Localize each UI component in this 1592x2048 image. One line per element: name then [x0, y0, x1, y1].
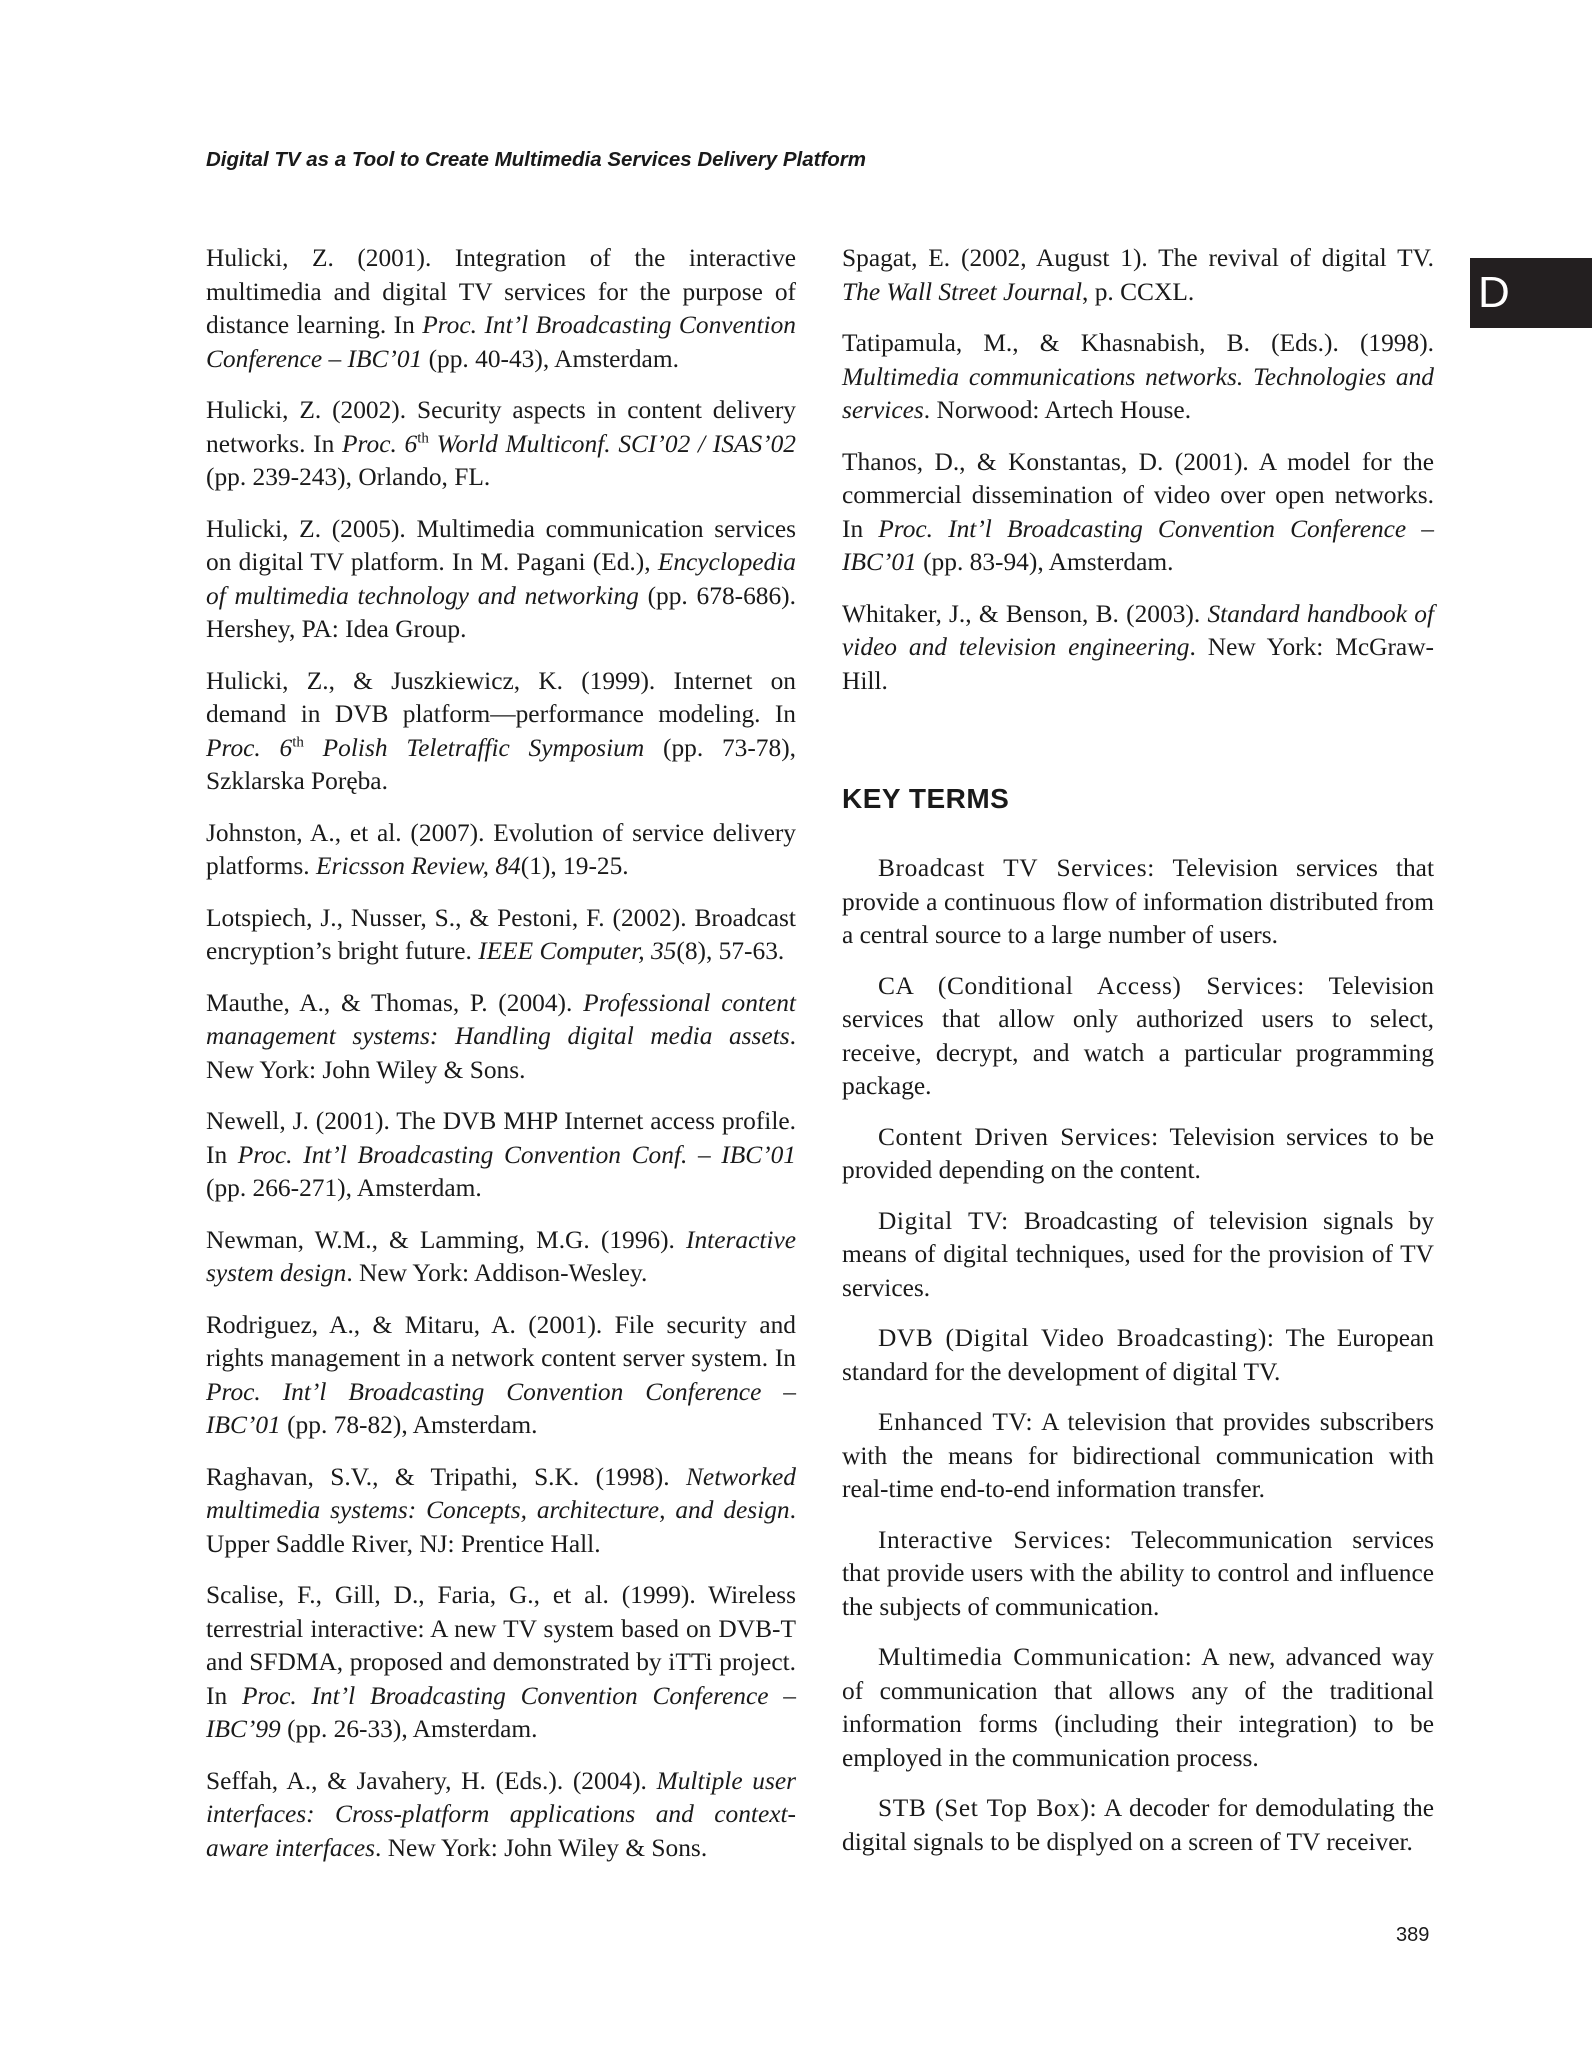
ref-text: Raghavan, S.V., & Tripathi, S.K. (1998).	[206, 1462, 686, 1491]
ref-italic: Polish Teletraffic Symposium	[303, 733, 645, 762]
ref-text: Spagat, E. (2002, August 1). The revival of digital TV.	[842, 244, 1434, 272]
key-term-definition: Television services that provide a continuous flow of information distributed from a central source to a large number of users.	[842, 854, 1435, 949]
key-term-name: Digital TV:	[878, 1206, 1009, 1235]
ref-italic: Encyclopedia of multimedia technology and networking	[206, 548, 796, 610]
ref-text-tail: (pp. 239-243), Orlando, FL.	[206, 463, 491, 491]
key-term-definition: Broadcasting of television signals by means of digital techniques, used for the provision of TV services.	[842, 1206, 1434, 1302]
ref-italic: Ericsson Review, 84	[316, 852, 521, 880]
ref-text: Newell, J. (2001). The DVB MHP Internet access profile. In	[206, 1107, 796, 1169]
key-term-entry	[842, 970, 1434, 1104]
ref-italic: Interactive system design	[206, 1225, 796, 1287]
section-tab: D	[1470, 258, 1592, 328]
reference-entry	[842, 327, 1434, 428]
key-term-entry	[842, 1524, 1434, 1625]
ref-text: Scalise, F., Gill, D., Faria, G., et al. (1999). Wireless terrestrial interactive: A new TV system based on DVB-T and SFDMA, proposed and demonstrated by iTTi project. In	[206, 1581, 796, 1710]
ref-text-tail: . New York: John Wiley & Sons.	[375, 1833, 708, 1862]
ref-italic: Professional content management systems: Handling digital media assets	[206, 988, 796, 1050]
ref-italic: Networked multimedia systems: Concepts, architecture, and design	[206, 1462, 796, 1524]
ref-text: Mauthe, A., & Thomas, P. (2004).	[206, 988, 584, 1017]
reference-entry	[206, 1765, 796, 1866]
ref-text: Newman, W.M., & Lamming, M.G. (1996).	[206, 1225, 687, 1254]
ref-text-tail: (pp. 73-78), Szklarska Poręba.	[206, 733, 796, 795]
key-terms-list	[842, 852, 1434, 1876]
key-term-name: Broadcast TV Services:	[878, 854, 1155, 882]
reference-entry	[206, 1309, 796, 1443]
key-term-definition: The European standard for the development of digital TV.	[842, 1324, 1434, 1386]
reference-entry	[206, 1579, 796, 1747]
ref-text-tail: . Upper Saddle River, NJ: Prentice Hall.	[206, 1496, 796, 1558]
ref-superscript: th	[417, 430, 429, 447]
ref-italic: Proc. Int’l Broadcasting Convention Conference – IBC’01	[842, 514, 1434, 576]
ref-text: Thanos, D., & Konstantas, D. (2001). A model for the commercial dissemination of video over open networks. In	[842, 447, 1434, 543]
ref-text: Hulicki, Z., & Juszkiewicz, K. (1999). Internet on demand in DVB platform—performance modeling. In	[206, 666, 796, 728]
key-term-name: DVB (Digital Video Broadcasting):	[878, 1324, 1275, 1352]
ref-italic: Multiple user interfaces: Cross-platform applications and context-aware interfaces	[206, 1766, 796, 1862]
page-number: 389	[1396, 1924, 1430, 1946]
key-term-name: CA (Conditional Access) Services:	[878, 971, 1305, 1000]
key-term-name: Multimedia Communication:	[878, 1643, 1193, 1671]
ref-text-tail: . Norwood: Artech House.	[923, 396, 1192, 424]
reference-entry	[206, 1105, 796, 1206]
left-reference-list	[206, 242, 796, 1865]
ref-italic: IEEE Computer, 35	[478, 937, 677, 965]
reference-entry	[842, 598, 1434, 699]
ref-text-tail: (pp. 78-82), Amsterdam.	[280, 1411, 538, 1439]
ref-italic: Standard handbook of video and television engineering	[842, 599, 1435, 661]
reference-entry	[206, 242, 796, 376]
ref-text-tail: (pp. 678-686). Hershey, PA: Idea Group.	[206, 581, 796, 643]
ref-text: Seffah, A., & Javahery, H. (Eds.). (2004).	[206, 1766, 657, 1795]
reference-entry	[206, 394, 796, 495]
reference-entry	[206, 902, 796, 969]
ref-text-tail: . New York: Addison-Wesley.	[346, 1259, 648, 1287]
key-term-definition: Telecommunication services that provide users with the ability to control and influence the subjects of communication.	[842, 1525, 1435, 1621]
ref-italic-pre-sup: Proc. 6	[342, 429, 418, 458]
references-right-column	[842, 242, 1434, 716]
reference-entry	[842, 242, 1434, 309]
ref-text-tail: . New York: McGraw-Hill.	[842, 633, 1434, 695]
reference-entry	[206, 1224, 796, 1291]
ref-italic: The Wall Street Journal	[842, 277, 1083, 306]
key-term-name: Interactive Services:	[878, 1525, 1112, 1554]
ref-text-tail: (pp. 40-43), Amsterdam.	[422, 344, 679, 373]
key-term-definition: Television services that allow only authorized users to select, receive, decrypt, and watch a particular programming package.	[842, 971, 1434, 1100]
right-reference-list	[842, 242, 1434, 698]
ref-italic: World Multiconf. SCI’02 / ISAS’02	[428, 429, 796, 458]
running-head: Digital TV as a Tool to Create Multimedia Services Delivery Platform	[206, 148, 867, 171]
ref-text: Tatipamula, M., & Khasnabish, B. (Eds.). (1998).	[842, 329, 1434, 357]
key-term-entry	[842, 1121, 1434, 1188]
key-term-name: STB (Set Top Box):	[878, 1794, 1098, 1822]
ref-text: Whitaker, J., & Benson, B. (2003).	[842, 599, 1208, 628]
key-term-entry	[842, 1641, 1434, 1775]
key-term-entry	[842, 1792, 1434, 1859]
ref-text: Lotspiech, J., Nusser, S., & Pestoni, F. (2002). Broadcast encryption’s bright future.	[206, 903, 796, 965]
ref-text-tail: , p. CCXL.	[1082, 277, 1195, 306]
ref-superscript: th	[292, 734, 304, 751]
ref-italic-pre-sup: Proc. 6	[206, 733, 293, 762]
key-term-definition: A new, advanced way of communication that allows any of the traditional information forms (including their integration) to be employed in the communication process.	[842, 1643, 1434, 1772]
key-term-definition: Television services to be provided depending on the content.	[842, 1122, 1435, 1184]
reference-entry	[206, 665, 796, 799]
reference-entry	[842, 446, 1434, 580]
key-term-definition: A decoder for demodulating the digital signals to be displyed on a screen of TV receiver.	[842, 1794, 1435, 1856]
ref-text-tail: (8), 57-63.	[676, 937, 785, 965]
ref-text: Hulicki, Z. (2005). Multimedia communication services on digital TV platform. In M. Pagani (Ed.),	[206, 514, 796, 576]
references-left-column	[206, 242, 796, 1883]
ref-text-tail: . New York: John Wiley & Sons.	[206, 1022, 796, 1084]
reference-entry	[206, 987, 796, 1088]
reference-entry	[206, 513, 796, 647]
ref-italic: Proc. Int’l Broadcasting Convention Conference – IBC’01	[206, 311, 796, 373]
key-term-name: Content Driven Services:	[878, 1122, 1159, 1151]
reference-entry	[206, 1461, 796, 1562]
ref-text-tail: (pp. 26-33), Amsterdam.	[280, 1715, 538, 1743]
ref-italic: Proc. Int’l Broadcasting Convention Conference – IBC’01	[206, 1377, 796, 1439]
key-terms-heading: KEY TERMS	[842, 783, 1010, 814]
key-term-definition: A television that provides subscribers with the means for bidirectional communication with real-time end-to-end information transfer.	[842, 1408, 1434, 1503]
ref-text-tail: (pp. 266-271), Amsterdam.	[206, 1174, 482, 1202]
ref-italic: Proc. Int’l Broadcasting Convention Conf. – IBC’01	[237, 1140, 797, 1169]
ref-text: Rodriguez, A., & Mitaru, A. (2001). File security and rights management in a network content server system. In	[206, 1310, 796, 1372]
reference-entry	[206, 817, 796, 884]
ref-text: Hulicki, Z. (2002). Security aspects in content delivery networks. In	[206, 396, 796, 458]
key-term-entry	[842, 1322, 1434, 1389]
ref-text: Johnston, A., et al. (2007). Evolution of service delivery platforms.	[206, 818, 796, 880]
key-term-entry	[842, 1205, 1434, 1306]
ref-text-tail: (pp. 83-94), Amsterdam.	[916, 548, 1174, 576]
ref-italic: Multimedia communications networks. Technologies and services	[842, 362, 1434, 424]
ref-text-tail: (1), 19-25.	[520, 852, 629, 880]
key-term-entry	[842, 1406, 1434, 1507]
ref-text: Hulicki, Z. (2001). Integration of the interactive multimedia and digital TV services for the purpose of distance learning. In	[206, 244, 796, 339]
ref-italic: Proc. Int’l Broadcasting Convention Conference – IBC’99	[206, 1681, 796, 1743]
key-term-name: Enhanced TV:	[878, 1408, 1034, 1436]
key-term-entry	[842, 852, 1434, 953]
